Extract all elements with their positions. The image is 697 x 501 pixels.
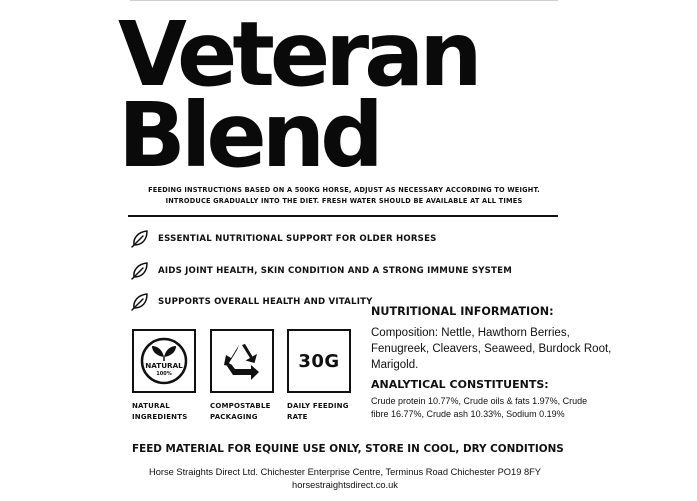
website-text: horsestraightsdirect.co.uk (292, 480, 398, 490)
storage-notice: FEED MATERIAL FOR EQUINE USE ONLY, STORE IN COOL, DRY CONDITIONS (132, 443, 564, 455)
leaf-icon (130, 229, 150, 249)
compostable-packaging-badge (210, 329, 274, 393)
benefit-text: SUPPORTS OVERALL HEALTH AND VITALITY (158, 297, 373, 307)
product-title-line2: Blend (118, 83, 379, 187)
feeding-instructions-line2: INTRODUCE GRADUALLY INTO THE DIET. FRESH WATER SHOULD BE AVAILABLE AT ALL TIMES (165, 197, 523, 205)
section-divider (128, 215, 558, 217)
seal-text: NATURAL (145, 361, 183, 370)
leaf-icon (130, 292, 150, 312)
composition-text: Composition: Nettle, Hawthorn Berries, Fenugreek, Cleavers, Seaweed, Burdock Root, Marigold. (371, 327, 612, 371)
leaf-icon (130, 261, 150, 281)
analytical-text: Crude protein 10.77%, Crude oils & fats 1.97%, Crude fibre 16.77%, Crude ash 10.33%, Sodium 0.19% (371, 396, 588, 419)
benefit-item (130, 261, 512, 281)
benefit-text: ESSENTIAL NUTRITIONAL SUPPORT FOR OLDER HORSES (158, 234, 437, 244)
natural-ingredients-badge (132, 329, 196, 393)
recycle-icon (221, 341, 263, 381)
product-title-line1: Veteran (118, 2, 478, 106)
badge-caption: COMPOSTABLE PACKAGING (210, 402, 271, 421)
badge-caption: NATURAL INGREDIENTS (132, 402, 188, 421)
analytical-heading: ANALYTICAL CONSTITUENTS: (371, 378, 549, 391)
daily-feeding-rate-badge (287, 329, 351, 393)
seal-subtext: 100% (156, 371, 172, 377)
badge-caption: DAILY FEEDING RATE (287, 402, 349, 421)
natural-seal-icon (138, 335, 190, 387)
top-divider (130, 0, 558, 1)
nutrition-heading: NUTRITIONAL INFORMATION: (371, 305, 554, 318)
benefit-item (130, 292, 373, 312)
feeding-rate-value: 30G (298, 350, 340, 372)
benefit-text: AIDS JOINT HEALTH, SKIN CONDITION AND A STRONG IMMUNE SYSTEM (158, 266, 512, 276)
feeding-instructions-line1: FEEDING INSTRUCTIONS BASED ON A 500KG HORSE, ADJUST AS NECESSARY ACCORDING TO WEIGHT. (148, 186, 540, 194)
company-address: Horse Straights Direct Ltd. Chichester Enterprise Centre, Terminus Road Chichester PO19 8FY (148, 467, 541, 477)
benefit-item (130, 229, 437, 249)
